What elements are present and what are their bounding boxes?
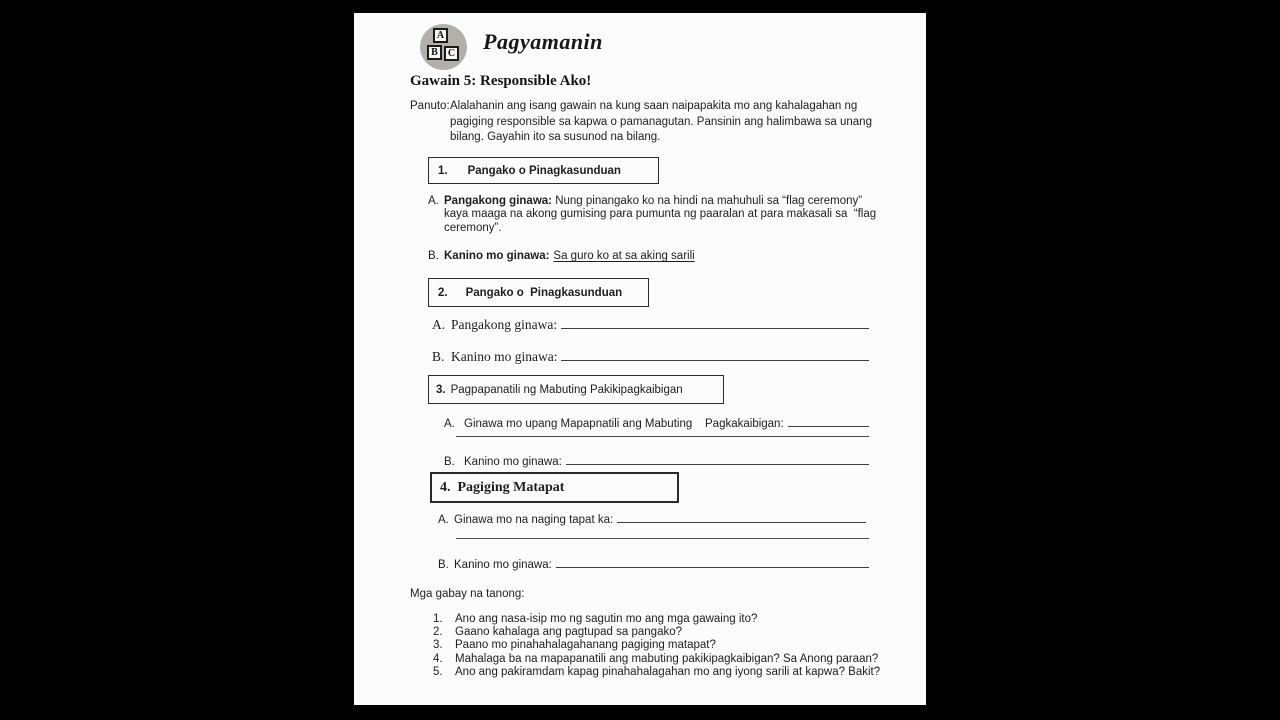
section2-number: 2.	[438, 286, 448, 299]
guide-questions-list	[433, 613, 883, 679]
abc-block-b: B	[427, 45, 442, 60]
section3-number: 3.	[436, 383, 446, 396]
section2-item-a-label: A.	[432, 317, 446, 332]
section3-item-a-label: A.	[444, 418, 455, 430]
section2-item-b-heading: Kanino mo ginawa:	[451, 349, 558, 364]
guide-question-4-number: 4.	[433, 652, 443, 665]
section2-item-b-label: B.	[432, 349, 445, 364]
section1-item-a	[428, 195, 880, 235]
section1-item-b-answer: Sa guro ko at sa aking sarili	[553, 250, 695, 262]
guide-question-3-number: 3.	[433, 639, 443, 652]
guide-question-2-number: 2.	[433, 626, 443, 639]
guide-question-4	[433, 653, 883, 666]
guide-question-2	[433, 626, 883, 639]
section3-item-a-blank	[788, 415, 869, 427]
worksheet-page	[354, 13, 926, 705]
instructions-label: Panuto:	[410, 100, 450, 112]
section1-box	[428, 157, 659, 184]
section3-item-b-heading: Kanino mo ginawa:	[464, 456, 562, 468]
page-title: Pagyamanin	[483, 29, 603, 54]
guide-question-3	[433, 639, 883, 652]
section1-item-b-heading: Kanino mo ginawa:	[444, 250, 550, 262]
section3-item-a-blank-line2	[456, 433, 869, 437]
guide-questions-heading: Mga gabay na tanong:	[410, 588, 525, 600]
section3-item-a	[444, 415, 869, 431]
section1-item-a-heading: Pangakong ginawa:	[444, 195, 552, 207]
section1-item-b-label: B.	[428, 250, 439, 262]
section2-item-b-blank	[561, 349, 869, 361]
guide-question-1-text: Ano ang nasa-isip mo ng sagutin mo ang mga gawaing ito?	[455, 613, 758, 625]
section3-item-b-label: B.	[444, 456, 455, 468]
guide-question-5-number: 5.	[433, 665, 443, 678]
section4-item-b	[438, 556, 869, 572]
section3-item-b-blank	[566, 453, 869, 465]
activity-title: Gawain 5: Responsible Ako!	[410, 73, 592, 89]
section4-number: 4.	[440, 479, 451, 495]
section4-item-a-label: A.	[438, 514, 449, 526]
section1-item-b	[428, 250, 880, 263]
section1-item-a-body: Nung pinangako ko na hindi na mahuhuli sa “flag ceremony” kaya maaga na akong gumising para pumunta ng paaralan at para makasali sa “flag ceremony”.	[444, 195, 877, 234]
abc-block-c: C	[444, 46, 459, 61]
section1-title: Pangako o Pinagkasunduan	[467, 164, 621, 177]
guide-question-5-text: Ano ang pakiramdam kapag pinahahalagahan mo ang iyong sarili at kapwa? Bakit?	[455, 665, 881, 678]
abc-block-a: A	[433, 28, 448, 43]
abc-blocks-icon	[420, 24, 467, 70]
instructions	[410, 99, 880, 146]
section4-item-a-blank	[617, 511, 866, 523]
section2-box	[428, 278, 649, 307]
instructions-text: Alalahanin ang isang gawain na kung saan naipapakita mo ang kahalagahan ng pagiging responsible sa kapwa o pamanagutan. Pansinin ang halimbawa sa unang bilang. Gayahin ito sa susunod na bilang.	[450, 100, 872, 144]
section4-item-a-blank-line2	[456, 535, 869, 539]
section2-item-a	[432, 317, 869, 332]
section4-box	[430, 472, 679, 503]
section4-item-a	[438, 511, 866, 527]
section4-item-b-heading: Kanino mo ginawa:	[454, 559, 552, 571]
section3-item-b	[444, 453, 869, 469]
guide-question-3-text: Paano mo pinahahalagahanang pagiging matapat?	[455, 639, 716, 652]
guide-question-4-text: Mahalaga ba na mapapanatili ang mabuting pakikipagkaibigan? Sa Anong paraan?	[455, 652, 879, 665]
section3-box	[428, 375, 724, 404]
section3-title: Pagpapanatili ng Mabuting Pakikipagkaibigan	[450, 383, 683, 396]
section4-title: Pagiging Matapat	[457, 479, 565, 495]
section1-number: 1.	[438, 164, 448, 177]
section4-item-a-heading: Ginawa mo na naging tapat ka:	[454, 514, 614, 526]
section4-item-b-blank	[556, 556, 869, 568]
guide-question-1	[433, 613, 883, 626]
guide-question-1-number: 1.	[433, 613, 443, 625]
guide-question-5	[433, 666, 883, 679]
section3-item-a-heading: Ginawa mo upang Mapapnatili ang Mabuting Pagkakaibigan:	[464, 418, 784, 430]
section2-item-b	[432, 349, 869, 364]
section1-item-a-label: A.	[428, 195, 439, 207]
section2-title: Pangako o Pinagkasunduan	[465, 286, 623, 299]
guide-question-2-text: Gaano kahalaga ang pagtupad sa pangako?	[455, 626, 683, 639]
section4-item-b-label: B.	[438, 559, 449, 571]
section2-item-a-heading: Pangakong ginawa:	[451, 317, 558, 332]
section1-item-a-text	[444, 195, 880, 235]
section2-item-a-blank	[561, 317, 869, 329]
